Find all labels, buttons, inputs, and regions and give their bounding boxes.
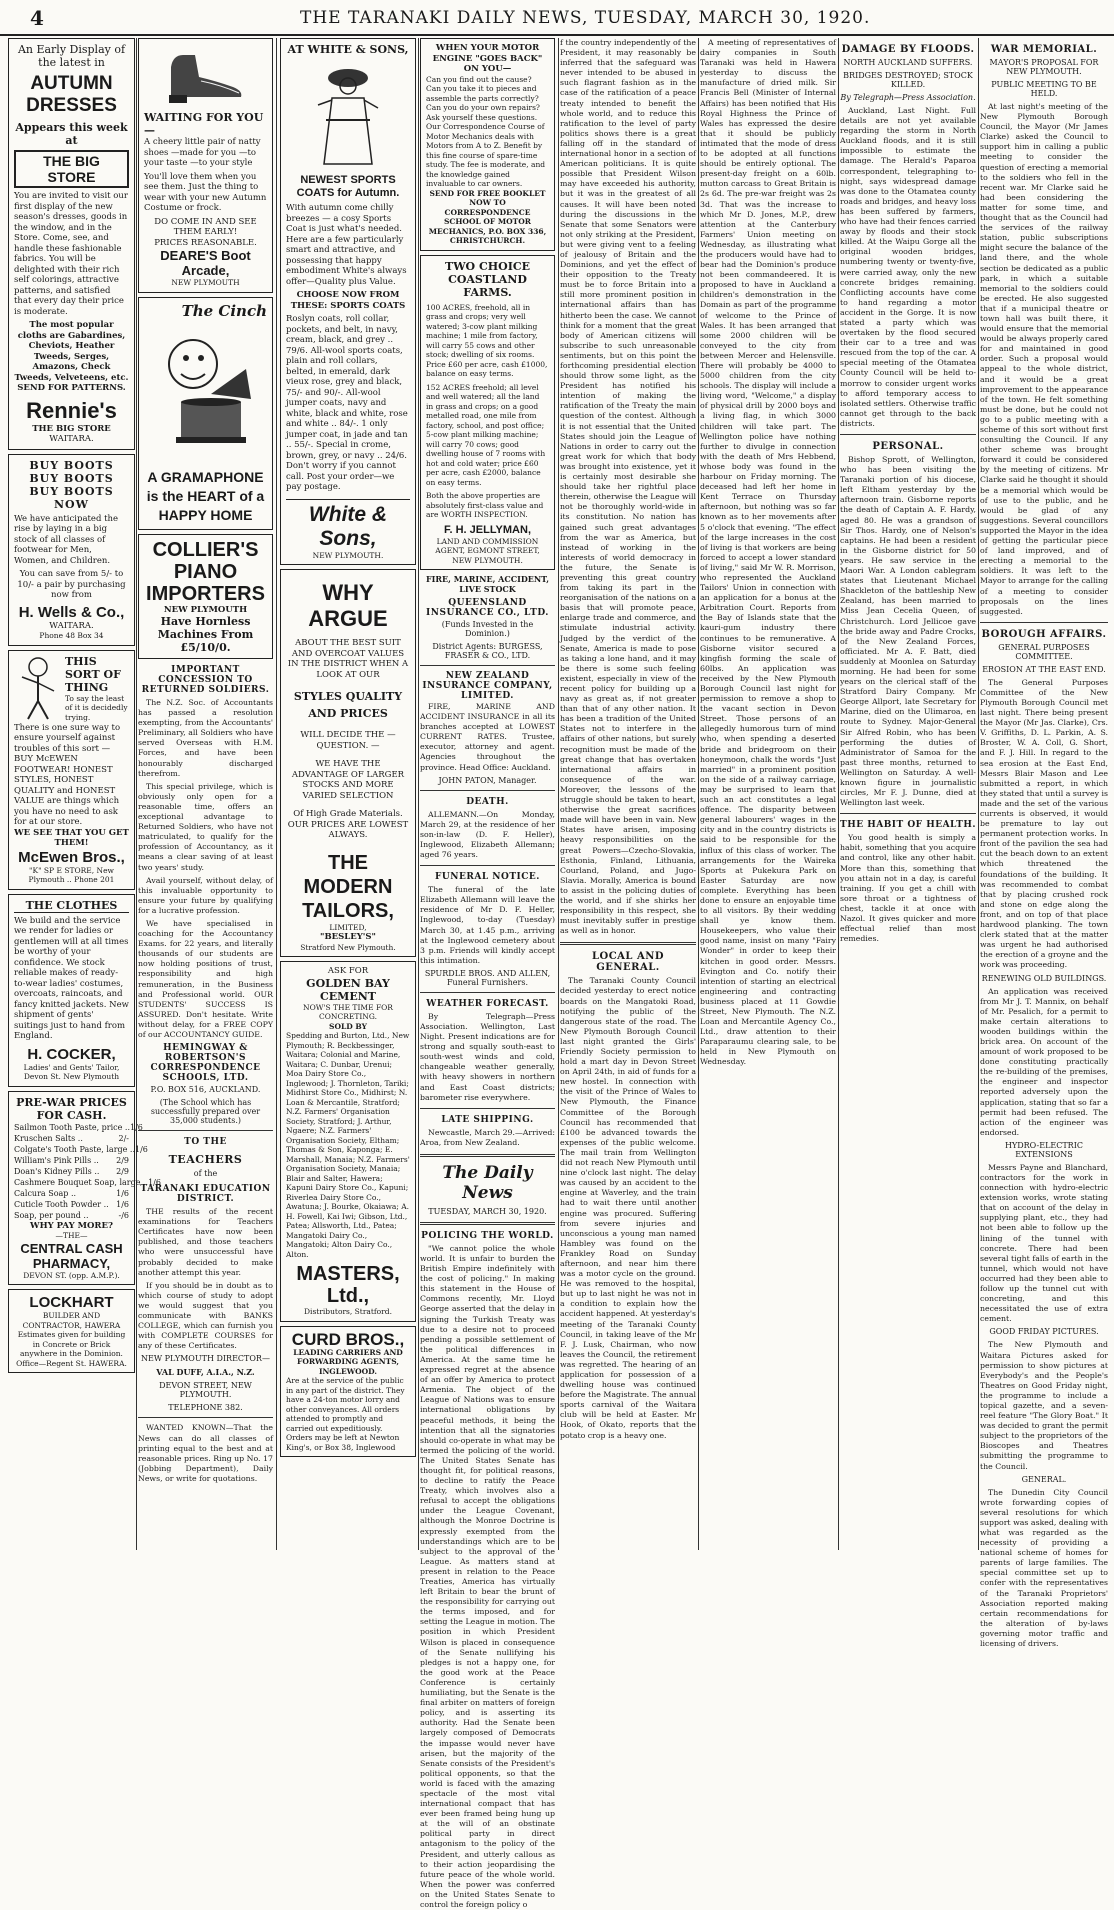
price-item: Cuticle Tooth Powder .. bbox=[14, 1199, 109, 1209]
price-item: Sailmon Tooth Paste, price .. bbox=[14, 1122, 131, 1132]
rennies-name: Rennie's bbox=[26, 397, 117, 423]
price-row bbox=[14, 1144, 148, 1155]
coastland-farm2: 152 ACRES freehold; all level and well watered; all the land in grass and crops; on a good metalled road, one mile from factory, school, and post office; 5-cow plant milking machine; will carry 70 cows; good dwelling house of 7 rooms with hot and cold water; price £60 per acre, cash £2000, balance on easy terms. bbox=[426, 382, 546, 487]
engine-send: SEND FOR FREE BOOKLET NOW TO CORRESPONDENCE SCHOOL OF MOTOR MECHANICS, P.O. BOX 336, CHRISTCHURCH. bbox=[428, 188, 547, 245]
lockhart-office: Office—Regent St. HAWERA. bbox=[16, 1358, 127, 1368]
borough-renewbody: An application was received from Mr J. T. Mannix, on behalf of Mr. Pesalich, for a permit to make certain alterations to wooden buildings within the brick area. On account of the amount of work proposed to be done constituting practically the re-building of the premises, the engineer and inspector reported adversely upon the application, stating that so far a permit had been refused. The action of the engineer was endorsed. bbox=[980, 986, 1108, 1137]
whites-body: With autumn come chilly breezes — a cosy Sports Coat is just what's needed. Here are a few particularly smart and attractive, and possessing that happy embodiment White's always offer—Quality plus Value. bbox=[286, 203, 407, 287]
modern-tailors-town: Stratford New Plymouth. bbox=[300, 942, 396, 952]
column-8 bbox=[980, 38, 1108, 1649]
price-value: 1/6 bbox=[130, 1122, 143, 1132]
habit-body: You good health is simply a habit, something that you acquire and control, like any other habit. More than this, something that you attain not in a day, is careful training. If you get a chill with sore throat or a tightness of chest, tackle it at once with Nazol. It gives quicker and more effectual relief than most remedies. bbox=[840, 833, 976, 944]
war-sub2: PUBLIC MEETING TO BE HELD. bbox=[991, 80, 1097, 98]
gramophone-illustration-icon bbox=[151, 324, 261, 464]
damage-head: DAMAGE BY FLOODS. bbox=[841, 44, 975, 55]
cocker-head: THE CLOTHES bbox=[14, 899, 129, 913]
cocker-tag: Ladies' and Gents' Tailor, bbox=[23, 1062, 120, 1072]
whites-body2: Roslyn coats, roll collar, pockets, and belt, in navy, cream, black, and grey .. 79/6. All-wool sports coats, plain and roll collars, belted, in emerald, dark vieux rose, grey and black, 75/- and 90/-. All-wool jumper coats, navy and white, black and white, rose and white .. 84/-. 1 only jumper coat, in jade and tan .. 55/-. Special in crome, brown, grey, or navy .. 24/6. Don't worry if you cannot call. Post your order—we pay postage. bbox=[286, 314, 408, 492]
teachers-name: VAL DUFF, A.I.A., N.Z. bbox=[156, 1367, 255, 1378]
hemingway-name: HEMINGWAY & ROBERTSON'S CORRESPONDENCE SCHOOLS, LTD. bbox=[150, 1043, 261, 1084]
deare-lines: A cheery little pair of natty shoes —made for you —to your taste —to your style bbox=[144, 137, 261, 168]
column-6 bbox=[700, 38, 836, 1550]
price-value: 1/6 bbox=[135, 1144, 148, 1154]
bigstore-ad bbox=[8, 38, 135, 450]
habit-head: THE HABIT OF HEALTH. bbox=[840, 820, 976, 831]
price-item: Calcura Soap .. bbox=[14, 1188, 77, 1198]
deare-prices: PRICES REASONABLE. bbox=[154, 237, 257, 248]
page-number: 4 bbox=[30, 6, 44, 30]
teachers-ad bbox=[138, 1137, 273, 1412]
newspaper-title: THE TARANAKI DAILY NEWS, TUESDAY, MARCH 30, 1920. bbox=[300, 8, 871, 28]
mcewen-see: WE SEE THAT YOU GET THEM! bbox=[14, 827, 129, 848]
modern-tailors-ad bbox=[280, 569, 416, 957]
price-item: Kruschen Salts .. bbox=[14, 1133, 83, 1143]
column-5 bbox=[560, 38, 696, 1550]
teachers-to: TO THE bbox=[184, 1137, 227, 1148]
curd-body: Are at the service of the public in any part of the district. They have a 24-ton motor lorry and other conveyances. All orders attended to promptly and carried out expeditiously. Orders may be left at Newton King's, or Box 38, Inglewood bbox=[286, 1376, 405, 1452]
mcewen-ad bbox=[8, 650, 135, 890]
teachers-district: TARANAKI EDUCATION DISTRICT. bbox=[140, 1184, 271, 1205]
why-styles: STYLES QUALITY AND PRICES bbox=[293, 690, 403, 720]
borough-renew: RENEWING OLD BUILDINGS. bbox=[981, 973, 1107, 983]
leader-body: "We cannot police the whole world. It is unfair to burden the British Empire indefinitely with the cost of policing." In making this statement in the House of Commons recently, Mr. Lloyd George asserted that the delay in signing the Turkish Treaty was due to a desire not to proceed pending a possible settlement of the political differences in America. At the same time he expressed regret at the absence of an offer by America to protect Armenia. The object of the League of Nations was to ensure international obligations by peaceful methods, it being the intention that all the signatories should co-operate in what may be termed the policing of the world. The United States Senate has thought fit, for political reasons, to decline to ratify the Peace Treaty, which involves also a refusal to accept the obligations under the League Covenant, although the Monroe Doctrine is expressly exempted from the understandings which are to be subject to the approval of the League. As matters stand at present in relation to the Peace Treaties, America has virtually left Britain to bear the brunt of the responsibility for carrying out the terms imposed, and for setting the League in motion. The position in which President Wilson is placed in consequence of the Senate nullifying his pledges is not a happy one, for the good work at the Peace Conference is certainly humiliating, but the Senate is the final arbiter on matters of foreign policy, and is asserting its authority. Had the Senate been largely composed of Democrats the impasse would never have arisen, but the majority of the Senate consists of the President's political opponents, so that the world is faced with the amazing spectacle of the most vital international compact that has ever been framed being hung up at the will of an obstinate political party in direct antagonism to the policy of the President, and utterly callous as to their action jeopardising the future peace of the whole world. When the power was conferred on the United States Senate to control the foreign policy o bbox=[420, 1243, 555, 1909]
why-prices: Of High Grade Materials. OUR PRICES ARE LOWEST ALWAYS. bbox=[287, 809, 409, 840]
masters-ask: ASK FOR bbox=[327, 966, 369, 976]
hemingway-head: IMPORTANT CONCESSION TO RETURNED SOLDIERS. bbox=[141, 665, 270, 695]
column-4 bbox=[420, 38, 555, 1909]
damage-by: By Telegraph—Press Association. bbox=[840, 93, 976, 102]
wells-head: BUY BOOTS BUY BOOTS BUY BOOTS NOW bbox=[29, 458, 114, 511]
leader-continued: f the country independently of the President, it may reasonably be inferred that the safeguard was never intended to be abused in such flagrant fashion as in the case of the ratification of a peace treaty intended to benefit the whole world, and to reduce this ratification to the level of party politics shows there is a great falling off in the standard of international honor in a section of American politicians. It is quite possible that President Wilson may have exceeded his authority, but it was in the greatest of all causes. It will have been noted during the discussions in the Senate that some Senators were not only striking at the President, but were giving vent to a feeling of jealousy of Britain and the Dominions, and yet the effect of their opposition to the Treaty must be to force Britain into a still more prominent position in international affairs than has hitherto been the case. We cannot think for a moment that the great body of American citizens will subscribe to such unreasonable sentiments, but on this point the forthcoming presidential election should throw some light, as the President has notified his intention of making the ratification of the Treaty the main question of the contest. Although it is not essential that the United States should join the League of Nations in order to carry out the great work for which that body was brought into existence, yet it is certainly most desirable she should take her rightful place therein, otherwise the League will not be thoroughly world-wide in its constitution. No nation has gained such great advantages from the war as America, but instead of working in the interests of world democracy in the future, the Senate is preventing this great country from taking its part in the reorganisation of the nations on a basis that will promote peace, enlarge trade and commerce, and stimulate industrial activity. Judged by the verdict of the Senate, America is made to pose as taking a lone hand, and it may be there is some such feeling existent, especially in view of the recent policy for building up a navy as great as, if not greater than that of any other nation. It has been a tradition of the United States not to interfere in the affairs of other nations, but surely recognition must be made of the great change that has overtaken international affairs in consequence of the war. Moreover, the lessons of the struggle should be taken to heart, otherwise the great sacrifices made will have been in vain. New States have arisen, imposing heavy responsibilities on the great Powers—Czecho-Slovakia, Esthonia, Finland, Lithuania, Courland, Poland, and Jugo-Slavia. Morally, America is bound to assist in the policing duties of the world, and if she shirks her responsibility in this respect, she must inevitably suffer in prestige as well as in honor. bbox=[560, 38, 696, 936]
weather-head: WEATHER FORECAST. bbox=[426, 998, 549, 1009]
mcewen-name: McEwen Bros., bbox=[18, 848, 125, 866]
price-list bbox=[14, 1122, 161, 1221]
wells-ad bbox=[8, 454, 135, 646]
queensland-name: QUEENSLAND INSURANCE CO., LTD. bbox=[426, 598, 549, 618]
column-rule bbox=[418, 38, 419, 1550]
deare-name: DEARE'S Boot Arcade, bbox=[160, 248, 251, 278]
column-rule bbox=[558, 38, 559, 1550]
mcewen-body: There is one sure way to ensure yourself against troubles of this sort — BUY McEWEN FOOTWEAR! HONEST STYLES, HONEST QUALITY and HONEST VALUE are things which you have no need to ask for at our store. bbox=[14, 722, 121, 827]
borough-hydrobody: Messrs Payne and Blanchard, contractors for the work in connection with hydro-electric extension works, wrote stating that on account of the delay in supplying plant, etc., they had not been able to follow up the lining of the tunnel with concrete. There had been several tight falls of earth in the tunnel, which would not have occurred had they been able to follow up the tunnel cut with concreting, and this necessitated the use of extra cement. bbox=[980, 1162, 1108, 1324]
rennies-town: WAITARA. bbox=[49, 434, 94, 444]
queensland-note: (Funds Invested in the Dominion.) bbox=[441, 620, 534, 638]
central-head: PRE-WAR PRICES FOR CASH. bbox=[16, 1095, 127, 1122]
cinch-head: A GRAMAPHONE is the HEART of a HAPPY HOME bbox=[146, 468, 265, 523]
column-3 bbox=[280, 38, 416, 1550]
daily-news-nameplate: The Daily News bbox=[442, 1162, 533, 1203]
whites-town: NEW PLYMOUTH. bbox=[312, 550, 384, 560]
deare-town: NEW PLYMOUTH bbox=[171, 278, 240, 287]
whites-head: NEWEST SPORTS COATS for Autumn. bbox=[296, 174, 400, 199]
bigstore-send: SEND FOR PATTERNS. bbox=[17, 383, 126, 393]
price-row bbox=[14, 1199, 129, 1210]
central-why: WHY PAY MORE? bbox=[30, 1220, 113, 1231]
price-row bbox=[14, 1177, 161, 1188]
hemingway-body4: We have specialised in coaching for the Accountancy Exams. for 22 years, and literally thousands of our students are now holding positions of trust, responsibility and high remuneration, in the Business and Professional world. OUR STUDENTS' SUCCESS IS ASSURED. Don't hesitate. Write without delay, for a FREE COPY of our ACCOUNTANCY GUIDE. bbox=[138, 918, 273, 1039]
shoe-icon bbox=[161, 47, 251, 107]
why-we: WE HAVE THE ADVANTAGE OF LARGER STOCKS AND MORE VARIED SELECTION bbox=[291, 759, 405, 801]
motor-engine-ad bbox=[420, 38, 555, 251]
price-row bbox=[14, 1133, 129, 1144]
teachers-body2: If you should be in doubt as to which course of study to adopt we would suggest that you communicate with BANKS COLLEGE, which can furnish you with COMPLETE COURSES for any of these Certificates. bbox=[138, 1280, 273, 1351]
price-value: 1/6 bbox=[116, 1199, 129, 1209]
price-item: Doan's Kidney Pills .. bbox=[14, 1166, 100, 1176]
price-row bbox=[14, 1155, 129, 1166]
nzinsurance-name: NEW ZEALAND INSURANCE COMPANY, LIMITED. bbox=[422, 671, 553, 701]
central-pharmacy-ad bbox=[8, 1091, 161, 1286]
borough-body: The General Purposes Committee of the New Plymouth Borough Council met last night. There being present the Mayor (Mr Jas. Clarke), Crs. V. Griffiths, D. L. Parkin, A. S. Broster, W. A. Coll, G. Short, and F. J. Hill. In regard to the sea erosion at the East End, Messrs Blair Mason and Lee submitted a report, in which they stated that until a survey is made and the set of the various currents is observed, it would be premature to lay out permanent protection works. In front of the pavilion the sea had cut the beach down to an extent which threatened the foundations of the building. It was recommended to combat that by placing crushed rock and stone on edge along the front, and on top of that place hardwood planking. The town clerk stated that at the matter was urgent he had authorised the erection of a groyne and the work was proceeding. bbox=[980, 677, 1108, 970]
masthead bbox=[0, 0, 1114, 36]
masters-agents: Spedding and Burton, Ltd., New Plymouth; R. Beckbessinger, Waitara; Colonial and Marine, Waitara; C. Dunbar, Urenui; Moa Dairy Store Co., Inglewood; J. Thornleton, Tariki; Midhirst Store Co., Midhirst; N. Loan & Mercantile, Stratford; N.Z. Farmers' Organisation Society, Stratford; J. Arthur, Ngaere; N.Z. Farmers' Organisation Society, Eltham; Thomas & Son, Kaponga; E. Marshall, Manaia; N.Z. Farmers' Organisation Society, Manaia; Blair and Salter, Hawera; Kapuni Dairy Store Co., Kapuni; Riverlea Dairy Store Co., Awatuna; J. Bourke, Okaiawa; A. H. Fowell, Kai Iwi; Gibson, Ltd., Patea; Allsworth, Ltd., Patea; Mangatoki Dairy Co., Mangatoki; Alton Dairy Co., Alton. bbox=[286, 1031, 410, 1259]
column-rule bbox=[136, 38, 137, 1550]
rennies-tag: THE BIG STORE bbox=[32, 423, 111, 434]
price-value: 1/6 bbox=[148, 1177, 161, 1187]
coastland-head: TWO CHOICE COASTLAND FARMS. bbox=[445, 259, 530, 299]
masters-head: GOLDEN BAY CEMENT bbox=[306, 976, 390, 1003]
wells-body: We have anticipated the rise by laying in a big stock of all classes of footwear for Men, Women, and Children. bbox=[14, 513, 119, 566]
engine-head: WHEN YOUR MOTOR ENGINE "GOES BACK" ON YOU— bbox=[432, 43, 543, 74]
bigstore-headline: AUTUMN DRESSES bbox=[26, 73, 117, 116]
borough-head: BOROUGH AFFAIRS. bbox=[981, 628, 1107, 640]
war-head: WAR MEMORIAL. bbox=[990, 44, 1098, 55]
collier-name: COLLIER'S PIANO IMPORTERS bbox=[146, 538, 265, 605]
wells-name: H. Wells & Co., bbox=[18, 603, 125, 621]
cocker-town: Devon St. New Plymouth bbox=[23, 1072, 120, 1081]
bigstore-store: THE BIG STORE bbox=[14, 150, 129, 188]
jellyman-tag: LAND AND COMMISSION AGENT, EGMONT STREET, NEW PLYMOUTH. bbox=[435, 536, 540, 565]
funeral-firm: SPURDLE BROS. AND ALLEN, Funeral Furnishers. bbox=[424, 968, 551, 987]
modern-tailors-name: THE MODERN TAILORS, bbox=[302, 851, 394, 922]
cocker-ad bbox=[8, 894, 135, 1087]
masters-dist: Distributors, Stratford. bbox=[304, 1307, 392, 1316]
deare-body: You'll love them when you see them. Just the thing to wear with your new Autumn Costume or frock. bbox=[144, 171, 267, 213]
teachers-director: NEW PLYMOUTH DIRECTOR— bbox=[141, 1354, 270, 1364]
teachers-body1: THE results of the recent examinations for Teachers Certificates have now been published, and those teachers who were unsuccessful have probably decided to make another attempt this year. bbox=[138, 1207, 273, 1277]
why-head: WHY ARGUE bbox=[308, 580, 388, 631]
woman-in-coat-illustration-icon bbox=[298, 60, 398, 170]
hemingway-box: P.O. BOX 516, AUCKLAND. bbox=[150, 1085, 261, 1095]
price-item: Soap, per pound .. bbox=[14, 1210, 89, 1220]
column-rule bbox=[838, 38, 839, 1550]
borough-general: GENERAL. bbox=[1021, 1474, 1067, 1484]
personal-head: PERSONAL. bbox=[872, 441, 944, 452]
masters-sub: NOW'S THE TIME FOR CONCRETING. bbox=[303, 1002, 393, 1021]
why-decide: WILL DECIDE THE — QUESTION. — bbox=[300, 730, 396, 751]
local-general-head: LOCAL AND GENERAL. bbox=[591, 951, 665, 974]
cocker-name: H. COCKER, bbox=[27, 1045, 116, 1063]
death-head: DEATH. bbox=[466, 796, 509, 807]
price-value: 1/6 bbox=[116, 1188, 129, 1198]
war-body: At last night's meeting of the New Plymouth Borough Council, the Mayor (Mr James Clarke) asked the Council to support him in calling a public meeting to consider the question of erecting a memorial to the soldiers who fell in the recent war. Mr Clarke said he had been considering the matter for some time, and thought that as the Council had the services of the railway station, public subscriptions might secure the balance of the land there, and the whole section be dedicated as a public park, in which a suitable memorial to the soldiers could be erected. He also suggested that if a municipal theatre or town hall was built there, it would ensure that the memorial would be always properly cared for and maintained in good order. Such a proposal would appeal to the whole district, and it would be a great improvement to the appearance of the town. He felt something must be done, but he could not go to a public meeting with a scheme of this sort without first consulting the Council. If any other scheme was brought forward it could be considered by the meeting of citizens. Mr Clarke said he thought it should be a memorial which would be of use to the public, and he would be glad of any suggestions. Several councillors supported the Mayor in the idea of getting the particular piece of land improved, and of erecting a memorial to the soldiers. It was left to the Mayor to arrange for the calling of a meeting to consider proposals on the lines suggested. bbox=[980, 102, 1108, 616]
hemingway-ad bbox=[138, 665, 273, 1125]
weather-body: By Telegraph—Press Association. Wellington, Last Night. Present indications are for strong and squally south-east to south-west winds and cold, changeable weather generally, with heavy showers in northern and East Coast districts; barometer rise everywhere. bbox=[420, 1011, 555, 1102]
bigstore-intro: An Early Display of the latest in bbox=[17, 43, 126, 69]
borough-genbody: The Dunedin City Council wrote forwarding copies of several resolutions for which support was asked, dealing with what was regarded as the necessity of providing a national scheme of homes for parents of large families. The special committee set up to confer with the representatives of the Taranaki Proprietors' Association reported making certain recommendations for the alteration of by-laws governing motor traffic and licensing of drivers. bbox=[980, 1487, 1108, 1649]
teachers-addr: DEVON STREET, NEW PLYMOUTH. bbox=[159, 1381, 252, 1400]
curd-ad bbox=[280, 1326, 416, 1458]
teachers-who: TEACHERS bbox=[168, 1153, 243, 1167]
teachers-of: of the bbox=[193, 1169, 218, 1179]
column-rule bbox=[698, 38, 699, 1550]
price-value: 2/9 bbox=[116, 1166, 129, 1176]
shipping-head: LATE SHIPPING. bbox=[441, 1114, 534, 1125]
deare-head: WAITING FOR YOU— bbox=[144, 111, 264, 137]
cartoon-figure-icon bbox=[14, 655, 62, 723]
damage-sub2: BRIDGES DESTROYED; STOCK KILLED. bbox=[843, 71, 973, 89]
deare-come: DO COME IN AND SEE THEM EARLY! bbox=[154, 216, 257, 237]
why-body: ABOUT THE BEST SUIT AND OVERCOAT VALUES IN THE DISTRICT WHEN A LOOK AT OUR bbox=[287, 638, 409, 680]
wells-save: You can save from 5/- to 10/- a pair by purchasing now from bbox=[17, 569, 126, 600]
lockhart-body: Estimates given for building in Concrete or Brick anywhere in the Dominion. bbox=[17, 1330, 126, 1358]
insurance-head: FIRE, MARINE, ACCIDENT, LIVE STOCK bbox=[425, 574, 550, 594]
column-1 bbox=[8, 38, 161, 1550]
central-addr: DEVON ST. (opp. A.M.P.). bbox=[23, 1270, 120, 1280]
price-row bbox=[14, 1166, 129, 1177]
price-value: 2/9 bbox=[116, 1155, 129, 1165]
cinch-logo: The Cinch bbox=[181, 301, 267, 320]
column-rule bbox=[978, 38, 979, 1550]
cinch-ad bbox=[138, 297, 273, 530]
price-value: 2/- bbox=[118, 1133, 129, 1143]
price-item: Colgate's Tooth Paste, large .. bbox=[14, 1144, 136, 1154]
war-sub1: MAYOR'S PROPOSAL FOR NEW PLYMOUTH. bbox=[989, 58, 1099, 76]
daily-news-date: TUESDAY, MARCH 30, 1920. bbox=[428, 1206, 547, 1216]
masters-name: MASTERS, Ltd., bbox=[296, 1263, 400, 1307]
mcewen-side: To say the least of it is decidedly trying. bbox=[65, 693, 128, 722]
jellyman-name: F. H. JELLYMAN, bbox=[444, 523, 531, 536]
borough-good: GOOD FRIDAY PICTURES. bbox=[989, 1327, 1099, 1337]
insurance-notices bbox=[420, 574, 555, 785]
borough-hydro: HYDRO-ELECTRIC EXTENSIONS bbox=[1004, 1140, 1083, 1159]
hemingway-note: (The School which has successfully prepared over 35,000 students.) bbox=[150, 1098, 261, 1126]
price-row bbox=[14, 1122, 143, 1133]
leader-head: POLICING THE WORLD. bbox=[421, 1230, 554, 1241]
wells-town: WAITARA. bbox=[49, 620, 94, 631]
funeral-head: FUNERAL NOTICE. bbox=[435, 872, 540, 883]
whites-name: White & Sons, bbox=[286, 499, 410, 551]
borough-goodbody: The New Plymouth and Waitara Pictures asked for permission to show pictures at Everybody's and the People's Theatres on Good Friday night, the programme to include a topical gazette, and a seven-reel feature "The Glory Boat." It was decided to grant the permit subject to the proprietors of the Bioscopes and Theatres submitting the programme to the Council. bbox=[980, 1340, 1108, 1471]
cocker-body: We build and the service we render for ladies or gentlemen will at all times be worthy of your confidence. We stock reliable makes of ready-to-wear ladies' costumes, overcoats, raincoats, and fancy knitted jackets. New shipment of gents' suitings just to hand from England. bbox=[14, 915, 129, 1041]
column-rule bbox=[276, 38, 277, 1550]
wells-phone: Phone 48 Box 34 bbox=[39, 631, 104, 640]
engine-body: Can you find out the cause? Can you take it to pieces and assemble the parts correctly? Can you do your own repairs? Ask yourself these questions. Our Correspondence Course of Motor Mechanics deals with Motors from A to Z. Benefit by this fine course of spare-time study. The fee is moderate, and the knowledge gained invaluable to car owners. bbox=[426, 74, 546, 188]
coastland-farm1: 100 ACRES, freehold, all in grass and crops; very well watered; 3-cow plant milking machine; 1 mile from factory, will carry 55 cows and other stock; dwelling of six rooms. Price £60 per acre, cash £1000, balance on easy terms. bbox=[426, 302, 548, 378]
modern-tailors-ltd: LIMITED, bbox=[329, 922, 367, 932]
hemingway-body1: The N.Z. Soc. of Accountants has passed a resolution exempting, from the Accountants' Preliminary, all Soldiers who have served Overseas with H.M. Forces, and have been honourably discharged therefrom. bbox=[138, 698, 273, 778]
curd-tag: LEADING CARRIERS AND FORWARDING AGENTS, INGLEWOOD. bbox=[293, 1347, 403, 1376]
damage-sub1: NORTH AUCKLAND SUFFERS. bbox=[843, 58, 973, 67]
price-row bbox=[14, 1188, 129, 1199]
borough-sub1: GENERAL PURPOSES COMMITTEE. bbox=[998, 642, 1090, 661]
queensland-agents: District Agents: BURGESS, FRASER & CO., LTD. bbox=[432, 642, 543, 660]
bigstore-list: The most popular cloths are Gabardines, Cheviots, Heather Tweeds, Serges, Amazons, Check Tweeds, Velveteens, etc. bbox=[14, 320, 129, 383]
collier-town: NEW PLYMOUTH bbox=[163, 604, 248, 615]
column-2 bbox=[138, 38, 273, 1550]
nzinsurance-body: FIRE, MARINE AND ACCIDENT INSURANCE in all its branches accepted at LOWEST CURRENT RATES. Trustee, executor, attorney and agent. Agencies throughout the province. Head Office: Auckland. bbox=[420, 702, 555, 772]
coastland-note: Both the above properties are absolutely first-class value and are WORTH INSPECTION. bbox=[426, 491, 544, 519]
deare-ad bbox=[138, 38, 273, 293]
price-row bbox=[14, 1210, 129, 1221]
borough-sub2: EROSION AT THE EAST END. bbox=[982, 664, 1106, 674]
mcewen-addr: "K" SP E STORE, New Plymouth .. Phone 201 bbox=[28, 865, 115, 884]
masters-sold: SOLD BY bbox=[329, 1021, 367, 1031]
modern-tailors-besley: "BESLEY'S" bbox=[320, 932, 376, 942]
death-body: ALLEMANN.—On Monday, March 29, at the residence of her son-in-law (D. F. Heller), Inglewood, Elizabeth Allemann; aged 76 years. bbox=[420, 809, 555, 860]
shipping-body: Newcastle, March 29.—Arrived: Aroa, from New Zealand. bbox=[420, 1127, 555, 1147]
whites-choose: CHOOSE NOW FROM THESE: SPORTS COATS bbox=[290, 290, 406, 311]
bigstore-appears: Appears this week at bbox=[15, 121, 128, 147]
central-the: —THE— bbox=[55, 1231, 88, 1240]
teachers-tel: TELEPHONE 382. bbox=[168, 1403, 243, 1413]
nzinsurance-mgr: JOHN PATON, Manager. bbox=[438, 775, 537, 785]
whites-at: AT WHITE & SONS, bbox=[287, 43, 409, 56]
price-item: Cashmere Bouquet Soap, large .. bbox=[14, 1177, 149, 1187]
collier-terms: Have Hornless Machines From £5/10/0. bbox=[157, 615, 254, 654]
local-news-body: A meeting of representatives of dairy companies in South Taranaki was held in Hawera yesterday to discuss the manufacture of dried milk. Sir Francis Bell (Minister of Internal Affairs) has been notified that His Royal Highness the Prince of Wales has expressed the desire that it should be publicly intimated that the mode of dress to be adopted at all functions should be entirely optional. The present-day freight on a 60lb. mutton carcass to Great Britain is 2s 6d. The pre-war freight was 2s 3d. That was the increase to which Mr D. Jones, M.P., drew attention at the Canterbury Farmers' Union meeting on Wednesday, as illustrating what the producers would have had to bear had the Dominion's produce not been commandeered. It is proposed to have in Auckland a children's demonstration in the Domain as part of the programme of welcome to the Prince of Wales. It has been arranged that some 2000 children will be conveyed to the city from between Mercer and Helensville. There will probably be 4000 to 5000 children from the city schools. The display will include a living word, "Welcome," a display of physical drill by 2000 boys and a living flag, in which 3000 children will take part. The Wellington police have nothing further to divulge in connection with the death of Mrs Hebbend, whose body was found in the harbour on Friday morning. The deceased had left her home in Kent Terrace on Thursday afternoon, but nothing was so far known as to her movements after 5 o'clock that evening. "The effect of the large increases in the cost of living is that workers are being forced to accept a lower standard of living," said Mr W. R. Morrison, who represented the Auckland Tailors' Union in connection with an application for a bonus at the Arbitration Court. Reports from the Bay of Islands state that the kauri-gum industry there continues to be remunerative. A Gisborne visitor secured a kingfish forming the scale of 60lbs. An application was received by the New Plymouth Borough Council last night for permission to remove a shop to the vacant section in Devon Street. Those persons of an allegedly humorous turn of mind who, when spending a deserted bride and bridegroom on their honeymoon, chalk the words "Just married" in a prominent position on the side of a railway carriage, may be surprised to learn that such an act constitutes a legal offence. The disparity between general labourers' wages in the city and in the country districts is said to be responsible for the influx of this class of worker. The arrangements for the Waireka Sports at Pukekura Park on Easter Saturday are now complete. Everything has been done to ensure an enjoyable time to all visitors. By their wedding shall ye know them. Housekeepers, who value their good name, insist on many "Fairy Wonder" in order to keep their kitchen in good order. Messrs. Evington and Co. notify their intention of starting an electrical engineering and contracting business placed at 11 Gowdie Street, New Plymouth. The N.Z. Loan and Mercantile Agency Co., Ltd., draw attention to their Paraparaumu clearing sale, to be held in New Plymouth on Wednesday. bbox=[700, 38, 836, 1067]
local-general-body: The Taranaki County Council decided yesterday to erect notice boards on the Mangatoki Road, notifying the public of the dangerous state of the road. The New Plymouth Borough Council last night granted the Girls' Friendly Society permission to hold a mart day in Devon Street on April 24th, in aid of funds for a new hostel. In connection with the visit of the Prince of Wales to New Plymouth, the Finance Committee of the Borough Council has recommended that £100 be advanced towards the expenses of the public welcome. The mail train from Wellington did not reach New Plymouth until nine o'clock last night. The delay was caused by an accident to the engine at Waverley, and the train had to wait there until another engine was procured. Suffering from severe injuries and unconscious a young man named Hambley was found on the Frankley Road on Sunday afternoon, and near him there was a motor cycle on the ground. He was removed to the hospital, but up to last night he was not in a condition to explain how the accident happened. At yesterday's meeting of the Taranaki County Council, in taking leave of the Mr F. J. Lusk, Chairman, who now leaves the Council, the retirement was regretted. The hearing of an application for possession of a dwelling house was continued before the Magistrate. The annual sports carnival of the Waitara club will be held at Easter. Mr Hook, of Okato, reports that the potato crop is a heavy one. bbox=[560, 976, 696, 1440]
lockhart-name: LOCKHART bbox=[29, 1294, 114, 1311]
coastland-ad bbox=[420, 255, 555, 571]
damage-body: Auckland, Last Night. Full details are not yet available regarding the storm in North Auckland floods, and it is still impossible to estimate the damage. The Herald's Paparoa correspondent, telegraphing to-night, says widespread damage was done to the Otamatea county roads and bridges, and heavy loss has been suffered by farmers, who have had their fences carried away by floods and their stock killed. At the Waipu Gorge all the original wooden bridges, numbering twenty or twenty-five, were carried away, only the new concrete bridges remaining. Conflicting accounts have come to hand regarding a motor accident in the Gorge. It is now stated a party which was overtaken by the flood secured their car to a tree and was rescued from the top of the car. A special meeting of the Otamatea County Council will be held to-morrow to consider urgent works to afford temporary access to isolated settlers. Otherwise traffic cannot get through to the back districts. bbox=[840, 106, 976, 428]
wanted-known: WANTED KNOWN—That the News can do all classes of printing equal to the best and at reasonable prices. Ring up No. 17 (Jobbing Department), Daily News, or write for quotations. bbox=[138, 1423, 273, 1483]
curd-name: CURD BROS., bbox=[291, 1329, 405, 1349]
bigstore-body: You are invited to visit our first display of the new season's dresses, goods in the window, and in the Store. Come, see, and handle these fashionable fabrics. You will be delighted with their rich self colorings, attractive patterns, and satisfied that every day their price is moderate. bbox=[14, 191, 128, 317]
price-item: William's Pink Pills .. bbox=[14, 1155, 99, 1165]
collier-ad bbox=[138, 534, 273, 660]
lockhart-tag: BUILDER AND CONTRACTOR, HAWERA bbox=[22, 1311, 121, 1330]
hemingway-body3: Avail yourself, without delay, of this invaluable opportunity to ensure your future by qualifying for a lucrative profession. bbox=[138, 875, 273, 915]
lockhart-ad bbox=[8, 1289, 135, 1373]
personal-body: Bishop Sprott, of Wellington, who has been visiting the Taranaki portion of his diocese, left Eltham yesterday by the afternoon train. Gisborne reports the death of Captain A. F. Hardy, aged 80. He was a grandson of Sir Thos. Hardy, one of Nelson's captains. He had been a resident in the Gisborne district for 50 years. He saw service in the Maori War. A London cablegram states that Lieutenant Michael Shackleton of the battleship New Zealand, has been married to Miss Jean Cecelia Queen, of Christchurch. Lord Jellicoe gave the bride away and Padre Crocks, of the New Zealand Forces, officiated. Mr A. F. Batt, died suddenly at Moonlea on Saturday morning. He had been for some years on the clerical staff of the Stratford Dairy Company. Mr George Allport, late Secretary for Marine, died on the Ulimaroa, en route to Sydney. Major-General Sir Alfred Robin, who has been performing the duties of Administrator of Samoa for the past three months, returned to Wellington on Saturday. A well-known figure in journalistic circles, Mr F. J. Dunne, died at Wellington last week. bbox=[840, 455, 976, 808]
central-name: CENTRAL CASH PHARMACY, bbox=[20, 1240, 123, 1271]
whites-ad bbox=[280, 38, 416, 565]
funeral-body: The funeral of the late Elizabeth Allemann will leave the residence of Mr D. F. Heller, Inglewood, to-day (Tuesday) March 30, at 1.45 p.m., arriving at the Inglewood cemetery about 3 p.m. Friends will kindly accept this intimation. bbox=[420, 885, 555, 965]
mcewen-head: THIS SORT OF THING bbox=[65, 654, 121, 694]
masters-ad bbox=[280, 961, 416, 1322]
hemingway-body2: This special privilege, which is obviously only open for a reasonable time, offers an exceptional advantage to Returned Soldiers, who have not matriculated, to qualify for the profession of Accountancy, as it means a clear saving of at least two years' study. bbox=[138, 781, 273, 872]
column-7 bbox=[840, 38, 976, 1550]
price-value: -/6 bbox=[118, 1210, 129, 1220]
